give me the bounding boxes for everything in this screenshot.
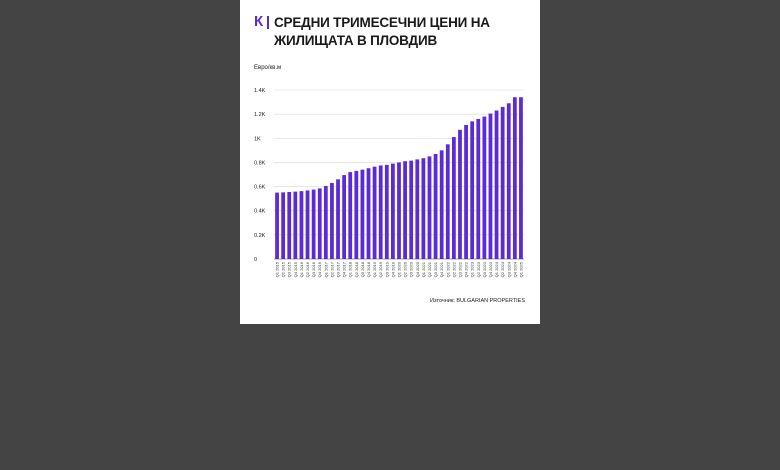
x-tick-label: Q3 2016 — [311, 262, 317, 278]
bar — [293, 192, 297, 259]
bar — [348, 172, 352, 259]
x-tick-label: Q2 2023 — [475, 262, 481, 278]
x-tick-label: Q1 2024 — [494, 262, 500, 278]
chart-title-line-1: СРЕДНИ ТРИМЕСЕЧНИ ЦЕНИ НА — [274, 15, 490, 30]
x-tick-label: Q2 2021 — [426, 262, 432, 278]
bar — [373, 167, 377, 259]
y-tick-label: 1.2K — [254, 112, 266, 119]
bar — [275, 193, 279, 259]
y-tick-label: 0.2K — [254, 232, 266, 239]
bar — [385, 165, 389, 259]
x-tick-label: Q4 2015 — [292, 262, 298, 278]
x-tick-label: Q3 2021 — [433, 262, 439, 278]
x-tick-label: Q1 2019 — [372, 262, 378, 278]
bar — [470, 121, 474, 259]
bar — [300, 191, 304, 259]
x-tick-label: Q1 2022 — [445, 262, 451, 278]
x-tick-label: Q3 2015 — [286, 262, 292, 278]
x-tick-label: Q2 2024 — [500, 262, 506, 278]
bar — [330, 183, 334, 259]
bar — [342, 175, 346, 259]
y-tick-label: 0 — [254, 257, 258, 263]
x-tick-label: Q2 2016 — [305, 262, 311, 278]
x-tick-label: Q3 2020 — [408, 262, 414, 278]
x-tick-label: Q3 2019 — [384, 262, 390, 278]
x-tick-label: Q2 2022 — [451, 262, 457, 278]
x-tick-label: Q2 2018 — [353, 262, 359, 278]
x-tick-label: Q4 2016 — [317, 262, 323, 278]
x-tick-label: Q3 2023 — [481, 262, 487, 278]
x-tick-label: Q4 2020 — [414, 262, 420, 278]
x-tick-label: Q2 2020 — [402, 262, 408, 278]
x-tick-label: Q3 2017 — [335, 262, 341, 278]
x-tick-label: Q1 2016 — [298, 262, 304, 278]
bar — [306, 190, 310, 259]
bar — [422, 158, 426, 259]
bar — [440, 150, 444, 259]
bar — [495, 111, 499, 259]
bar — [434, 154, 438, 259]
x-tick-label: Q1 2021 — [420, 262, 426, 278]
x-tick-label: Q4 2019 — [390, 262, 396, 278]
x-tick-label: Q2 2019 — [378, 262, 384, 278]
x-tick-label: Q1 2015 — [274, 262, 280, 278]
bar — [397, 162, 401, 259]
bar — [513, 97, 517, 259]
bar — [452, 137, 456, 259]
x-tick-label: Q2 2017 — [329, 262, 335, 278]
bar — [287, 192, 291, 259]
bar — [415, 159, 419, 259]
bar — [379, 165, 383, 259]
x-tick-label: Q4 2021 — [439, 262, 445, 278]
bar — [489, 114, 493, 259]
x-tick-label: Q1 2023 — [469, 262, 475, 278]
bar — [391, 164, 395, 259]
bar — [458, 130, 462, 259]
x-tick-label: Q2 2015 — [280, 262, 286, 278]
y-tick-label: 0.6K — [254, 184, 266, 191]
x-tick-label: Q3 2018 — [359, 262, 365, 278]
x-tick-label: Q4 2023 — [487, 262, 493, 278]
bar — [281, 192, 285, 259]
source-note: Източник: BULGARIAN PROPERTIES — [430, 298, 525, 304]
bar — [403, 161, 407, 259]
x-tick-label: Q4 2017 — [341, 262, 347, 278]
bar — [507, 103, 511, 259]
y-tick-label: 1.4K — [254, 88, 266, 94]
x-tick-label: Q1 2025 — [518, 262, 524, 278]
bar — [519, 97, 523, 259]
x-tick-label: Q1 2018 — [347, 262, 353, 278]
bar — [318, 188, 322, 259]
bar — [464, 125, 468, 259]
x-tick-label: Q4 2024 — [512, 262, 518, 278]
y-tick-label: 0.8K — [254, 160, 266, 167]
bar — [482, 117, 486, 259]
bar — [354, 171, 358, 259]
x-tick-label: Q4 2022 — [463, 262, 469, 278]
bar — [446, 144, 450, 259]
y-axis-unit-label: Евро/кв.м — [254, 65, 282, 71]
x-tick-label: Q1 2020 — [396, 262, 402, 278]
bar — [312, 190, 316, 259]
bar — [501, 107, 505, 259]
bar — [409, 161, 413, 259]
bar — [428, 156, 432, 259]
bar — [361, 170, 365, 259]
bar — [336, 179, 340, 259]
y-tick-label: 0.4K — [254, 208, 266, 215]
brand-logo: К — [254, 13, 264, 30]
chart-title-line-2: ЖИЛИЩАТА В ПЛОВДИВ — [274, 33, 438, 48]
chart-card — [240, 0, 540, 324]
x-tick-label: Q4 2018 — [366, 262, 372, 278]
bar — [324, 186, 328, 259]
x-tick-label: Q3 2022 — [457, 262, 463, 278]
bar — [476, 119, 480, 259]
bar — [367, 168, 371, 259]
x-tick-label: Q3 2024 — [506, 262, 512, 278]
y-tick-label: 1K — [254, 136, 261, 143]
x-tick-label: Q1 2017 — [323, 262, 329, 278]
bar-chart — [240, 0, 540, 324]
